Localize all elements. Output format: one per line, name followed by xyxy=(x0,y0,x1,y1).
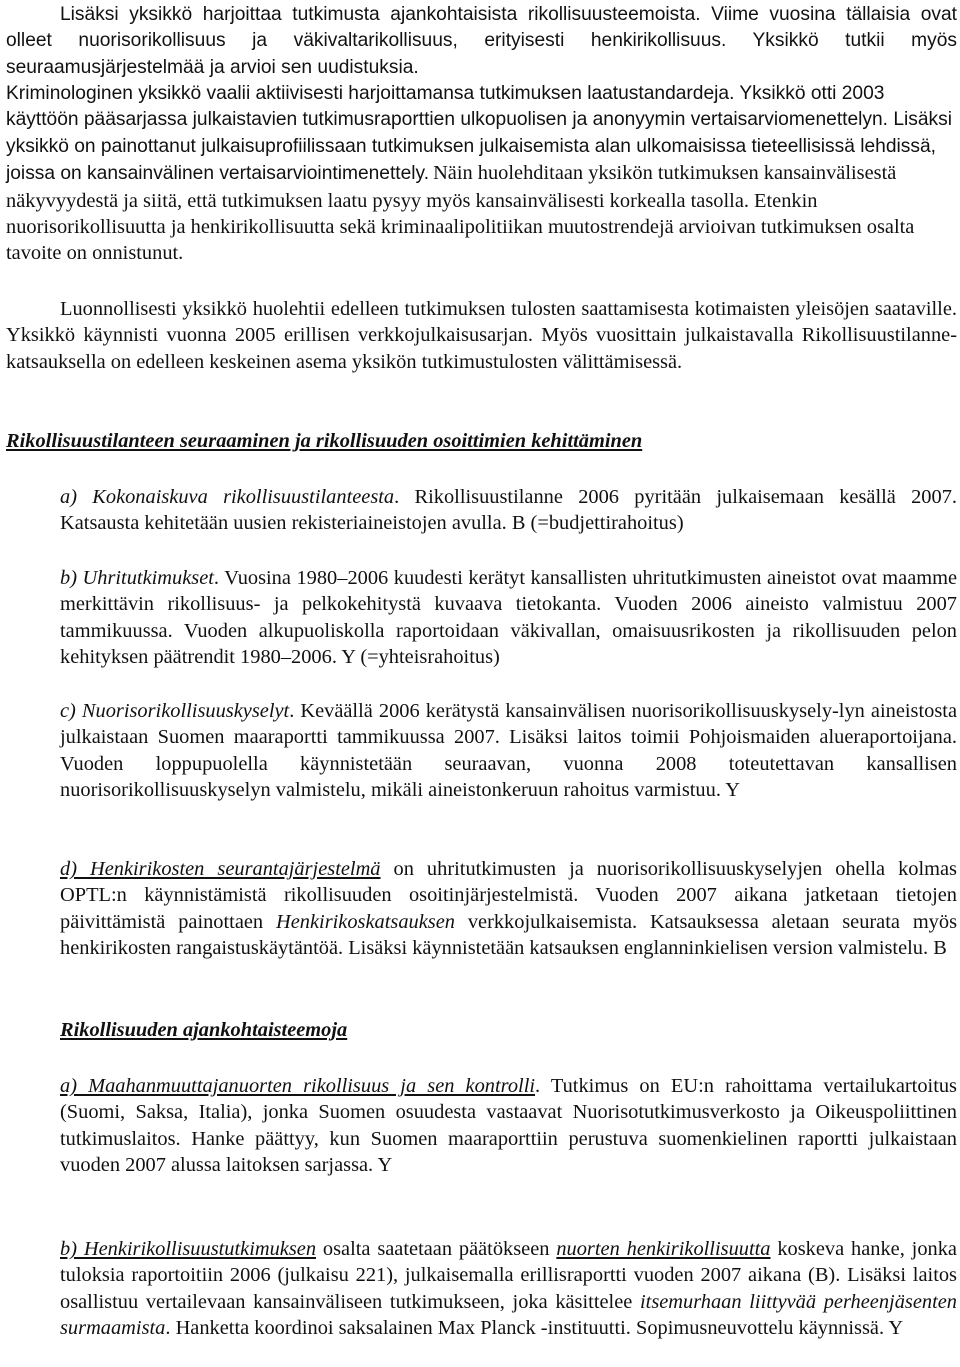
item-b-label: b) Uhritutkimukset xyxy=(60,567,214,589)
intro-paragraph-1 xyxy=(6,2,957,81)
item-2b-emphasis: itsemurhaan liittyvää perheenjäsenten surmaamista xyxy=(60,1290,957,1339)
section2-item-a xyxy=(6,1073,957,1178)
section1-item-b xyxy=(6,565,957,670)
section2-item-b xyxy=(6,1236,957,1341)
section-heading-2-text: Rikollisuuden ajankohtaisteemoja xyxy=(60,1019,348,1041)
item-c-label: c) Nuorisorikollisuuskyselyt xyxy=(60,700,290,722)
section1-item-d xyxy=(6,856,957,961)
item-2b-text-c: . Hanketta koordinoi saksalainen Max Planck -instituutti. Sopimusneuvottelu käynnissä. Y xyxy=(165,1316,904,1339)
item-a-label: a) Kokonaiskuva rikollisuustilanteesta xyxy=(60,486,395,508)
intro-text-1: Lisäksi yksikkö harjoittaa tutkimusta ajankohtaisista rikollisuusteemoista. Viime vuosina tällaisia ovat olleet nuorisorikollisuus ja väkivaltarikollisuus, erityisesti henkirikollisuus. Yksikkö tutkii myös seuraamusjärjestelmää ja arvioi sen uudistuksia. xyxy=(6,4,957,78)
item-2b-text-a: osalta saatetaan päätökseen xyxy=(316,1238,557,1260)
section-heading-1 xyxy=(6,428,957,454)
section1-item-a xyxy=(6,484,957,537)
item-2a-label: a) Maahanmuuttajanuorten rikollisuus ja sen kontrolli xyxy=(60,1075,536,1097)
intro-text-2-serif: Näin huolehditaan yksikön tutkimuksen kansainvälisestä näkyvyydestä ja siitä, että tutkimuksen laatu pysyy myös kansainvälisesti korkealla tasolla. Etenkin nuorisorikollisuutta ja henkirikollisuutta sekä kriminaalipolitiikan muutostrendejä arvioivan tutkimuksen osalta tavoite on onnistunut. xyxy=(6,162,915,265)
item-c-text: . Keväällä 2006 kerätystä kansainvälisen nuorisorikollisuuskysely-lyn aineistosta julkaistaan Suomen maaraportti tammikuussa 2007. Lisäksi laitos toimii Pohjoismaiden alueraportoijana. Vuoden loppupuolella käynnistetään seuraavan, vuonna 2008 toteutettavan kansallisen nuorisorikollisuuskyselyn valmistelu, mikäli aineistonkeruun rahoitus varmistuu. Y xyxy=(60,700,957,801)
item-a-text: . Rikollisuustilanne 2006 pyritään julkaisemaan kesällä 2007. Katsausta kehitetään uusien rekisteriaineistojen avulla. B (=budjettirahoitus) xyxy=(60,486,957,535)
intro-paragraph-3 xyxy=(6,296,957,375)
item-d-text-b: verkkojulkaisemista. Katsauksessa aletaan seurata myös henkirikosten rangaistuskäytäntöä. Lisäksi käynnistetään katsauksen englanninkielisen version valmistelu. B xyxy=(60,910,958,959)
section-heading-1-text: Rikollisuustilanteen seuraaminen ja rikollisuuden osoittimien kehittäminen xyxy=(6,430,643,452)
section-heading-2 xyxy=(6,1017,957,1043)
item-d-text-a: on uhritutkimusten ja nuorisorikollisuuskyselyjen ohella kolmas OPTL:n käynnistämistä rikollisuuden osoitinjärjestelmistä. Vuoden 2007 aikana jatketaan tietojen päivittämistä painottaen xyxy=(60,858,957,933)
item-d-label: d) Henkirikosten seurantajärjestelmä xyxy=(60,858,381,880)
item-2b-label: b) Henkirikollisuustutkimuksen xyxy=(60,1238,317,1260)
section1-item-c xyxy=(6,698,957,803)
intro-text-2: Kriminologinen yksikkö vaalii aktiivisesti harjoittamansa tutkimuksen laatustandardeja. Yksikkö otti 2003 käyttöön pääsarjassa julkaistavien tutkimusraporttien ulkopuolisen ja anonyymin vertaisarviomenettelyn. Lisäksi yksikkö on painottanut julkaisuprofiilissaan tutkimuksen julkaisemista alan ulkomaisissa tieteellisissä lehdissä, joissa on kansainvälinen vertaisarviointimenettely. xyxy=(6,83,952,185)
item-b-text: . Vuosina 1980–2006 kuudesti kerätyt kansallisten uhritutkimusten aineistot ovat maamme merkittävin rikollisuus- ja pelkokehitystä kuvaava tietokanta. Vuoden 2006 aineisto valmistuu 2007 tammikuussa. Vuoden alkupuoliskolla raportoidaan väkivallan, omaisuusrikosten ja rikollisuuden pelon kehityksen päätrendit 1980–2006. Y (=yhteisrahoitus) xyxy=(60,567,958,668)
item-2a-text: . Tutkimus on EU:n rahoittama vertailukartoitus (Suomi, Saksa, Italia), jonka Suomen osuudesta vastaavat Nuorisotutkimusverkosto ja Oikeuspoliittinen tutkimuslaitos. Hanke päättyy, kun Suomen maaraporttiin perustuva suomenkielinen raportti julkaistaan vuoden 2007 alussa laitoksen sarjassa. Y xyxy=(60,1075,957,1176)
item-2b-label-2: nuorten henkirikollisuutta xyxy=(556,1238,771,1260)
item-d-emphasis: Henkirikoskatsauksen xyxy=(276,910,455,933)
intro-paragraph-2 xyxy=(6,81,957,267)
item-2b-text-b: koskeva hanke, jonka tuloksia raportoitiin 2006 (julkaisu 221), julkaisemalla erillisraportti vuoden 2007 aikana (B). Lisäksi laitos osallistuu vertailevaan kansainväliseen tutkimukseen, joka käsittelee xyxy=(60,1238,957,1313)
intro-text-3: Luonnollisesti yksikkö huolehtii edelleen tutkimuksen tulosten saattamisesta kotimaisten yleisöjen saataville. Yksikkö käynnisti vuonna 2005 erillisen verkkojulkaisusarjan. Myös vuosittain julkaistavalla Rikollisuustilanne-katsauksella on edelleen keskeinen asema yksikön tutkimustulosten välittämisessä. xyxy=(6,298,957,373)
